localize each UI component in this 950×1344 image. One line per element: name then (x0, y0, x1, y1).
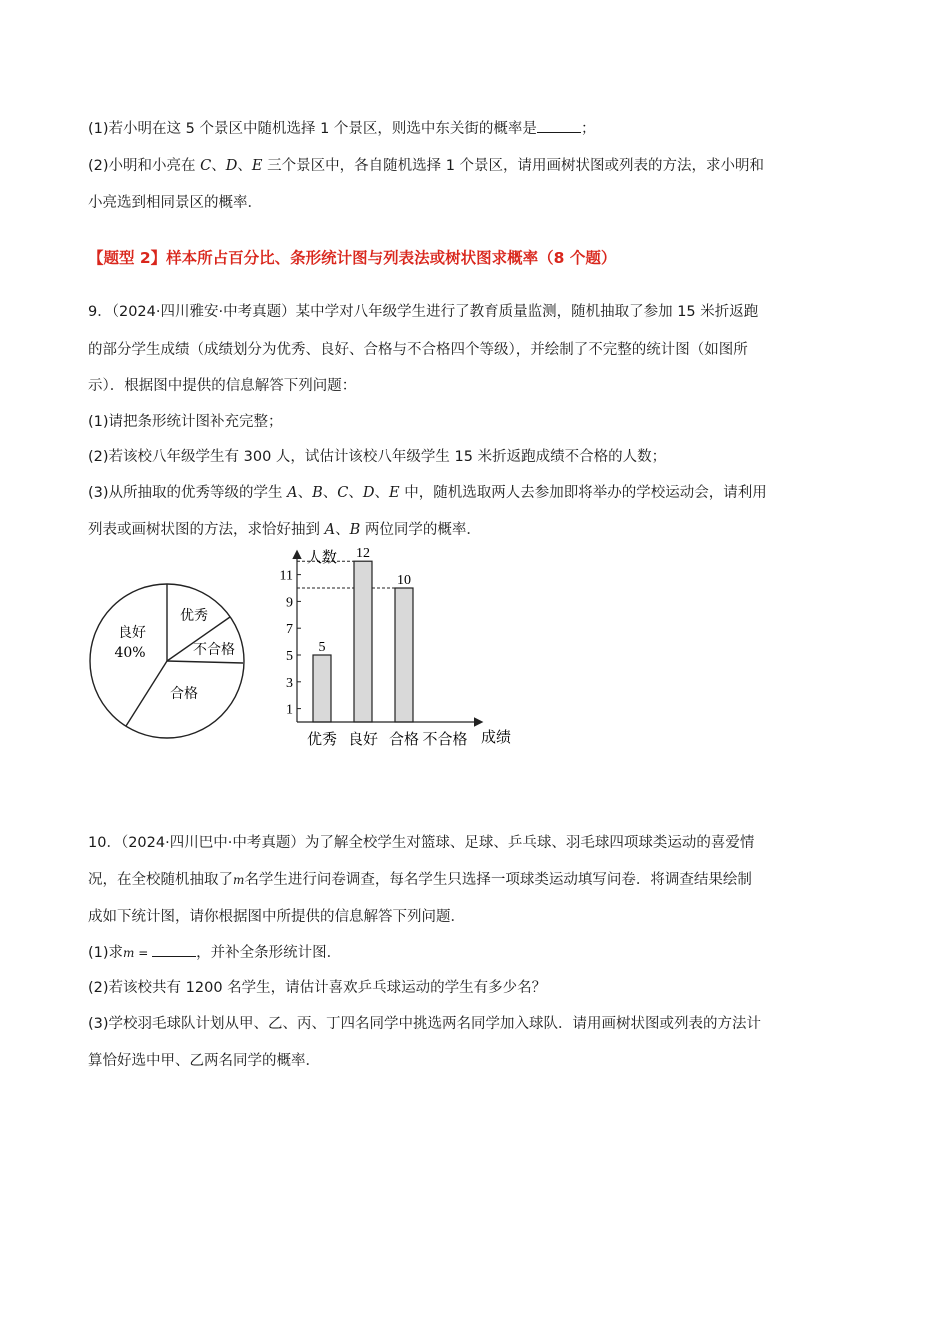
prev-question-part-2: (2)小明和小亮在 C、D、E 三个景区中，各自随机选择 1 个景区，请用画树状图或列表的方法，求小明和 (88, 158, 765, 174)
y-axis-label: 人数 (307, 550, 338, 566)
q10-stem-line-2: 况，在全校随机抽取了m名学生进行问卷调查，每名学生只选择一项球类运动填写问卷．将调查结果绘制 (88, 872, 752, 888)
q10-number: 10． (88, 835, 121, 851)
q10-stem-line-3: 成如下统计图，请你根据图中所提供的信息解答下列问题． (88, 909, 465, 925)
q10-sub-3: (3)学校羽毛球队计划从甲、乙、丙、丁四名同学中挑选两名同学加入球队．请用画树状图或列表的方法计 (88, 1016, 762, 1032)
q9-sub-2: (2)若该校八年级学生有 300 人，试估计该校八年级学生 15 米折返跑成绩不合格的人数； (88, 449, 667, 465)
pie-label-excellent: 优秀 (180, 608, 208, 624)
q9-sub-3-cont: 列表或画树状图的方法，求恰好抽到 A、B 两位同学的概率． (88, 522, 481, 538)
answer-blank (152, 942, 196, 957)
q10-stem-line-1: 10．（2024·四川巴中·中考真题）为了解全校学生对篮球、足球、乒乓球、羽毛球四项球类运动的喜爱情 (88, 835, 755, 851)
bar-合格 (395, 588, 413, 722)
q10-sub-1: (1)求m = ，并补全条形统计图． (88, 942, 890, 963)
x-tick-label-不合格: 不合格 (422, 732, 468, 748)
y-tick-label-11: 11 (279, 568, 293, 584)
y-tick-label-1: 1 (286, 702, 293, 718)
x-tick-label-合格: 合格 (388, 732, 420, 748)
y-tick-label-9: 9 (286, 595, 293, 611)
pie-label-pass: 合格 (170, 686, 198, 702)
x-axis-label: 成绩 (481, 730, 512, 746)
prev-question-part-1: (1)若小明在这 5 个景区中随机选择 1 个景区，则选中东关街的概率是 ； (88, 118, 890, 139)
bar-value-label-合格: 10 (397, 573, 411, 588)
bar-良好 (354, 561, 372, 722)
y-tick-label-7: 7 (286, 622, 293, 638)
pie-label-good-percent: 40% (114, 645, 146, 661)
q10-sub-3-cont: 算恰好选中甲、乙两名同学的概率． (88, 1053, 320, 1069)
bar-chart (275, 546, 525, 756)
answer-blank (537, 118, 581, 133)
section-title: 【题型 2】样本所占百分比、条形统计图与列表法或树状图求概率（8 个题） (88, 249, 617, 267)
pie-label-good: 良好 (118, 625, 146, 641)
x-tick-label-优秀: 优秀 (306, 732, 338, 748)
bar-优秀 (313, 655, 331, 722)
y-tick-label-3: 3 (286, 675, 293, 691)
pie-label-fail: 不合格 (193, 642, 235, 658)
q10-sub-2: (2)若该校共有 1200 名学生，请估计喜欢乒乓球运动的学生有多少名？ (88, 980, 547, 996)
bar-value-label-优秀: 5 (318, 640, 326, 655)
y-tick-label-5: 5 (286, 649, 293, 664)
q9-stem-line-3: 示）．根据图中提供的信息解答下列问题： (88, 378, 357, 394)
prev-question-part-2-cont: 小亮选到相同景区的概率． (88, 195, 262, 211)
q9-stem-line-2: 的部分学生成绩（成绩划分为优秀、良好、合格与不合格四个等级），并绘制了不完整的统计图（如图所 (88, 342, 748, 358)
q9-sub-3: (3)从所抽取的优秀等级的学生 A、B、C、D、E 中，随机选取两人去参加即将举办的学校运动会，请利用 (88, 485, 767, 501)
q9-sub-1: (1)请把条形统计图补充完整； (88, 414, 283, 430)
pie-chart (80, 576, 255, 746)
q9-number: 9． (88, 304, 112, 320)
q9-stem-line-1: 9．（2024·四川雅安·中考真题）某中学对八年级学生进行了教育质量监测，随机抽取了参加 15 米折返跑 (88, 304, 759, 320)
x-tick-label-良好: 良好 (347, 732, 379, 748)
bar-value-label-良好: 12 (356, 546, 370, 562)
